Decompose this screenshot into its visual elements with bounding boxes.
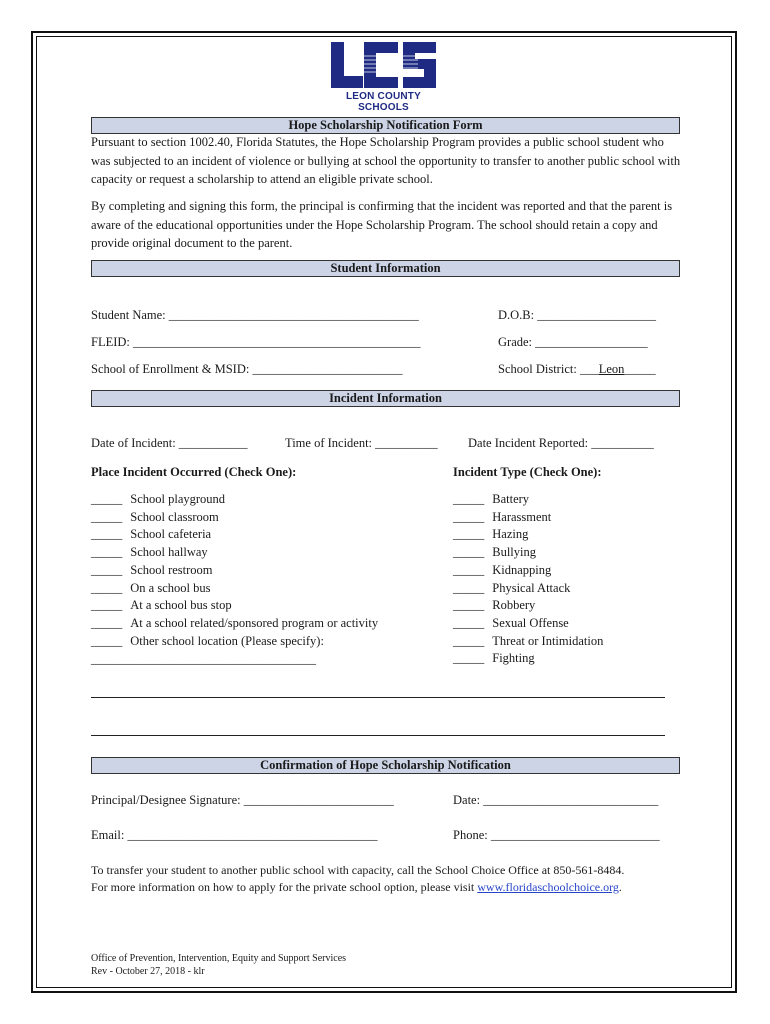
incident-type-option-checkbox-blank[interactable]: _____ [453,580,485,595]
place-option-label: School cafeteria [130,527,212,542]
private-school-notice-end: . [618,880,622,894]
school-district-tail: _____ [624,362,656,376]
place-option-checkbox-blank[interactable]: _____ [91,492,123,506]
incident-type-option-item[interactable] [453,527,528,542]
private-school-notice [91,880,622,895]
incident-type-option-label: Hazing [492,527,529,542]
place-option-item[interactable] [91,581,210,596]
place-option-checkbox-blank[interactable]: _____ [91,615,123,630]
place-option-label: Other school location (Please specify): [130,633,324,648]
incident-type-option-label: Bullying [492,545,537,560]
notes-line-2[interactable] [91,735,665,736]
notes-line-1[interactable] [91,697,665,698]
place-option-label: On a school bus [130,580,211,595]
incident-type-option-checkbox-blank[interactable]: _____ [453,562,485,577]
incident-type-option-item[interactable] [453,634,603,649]
time-of-incident-field[interactable]: Time of Incident: __________ [285,436,438,450]
place-option-label: School playground [130,492,226,506]
phone-field[interactable]: Phone: ___________________________ [453,828,660,842]
incident-type-option-label: Harassment [492,509,552,524]
grade-field[interactable]: Grade: __________________ [498,335,648,349]
place-option-item[interactable] [91,563,213,578]
incident-type-option-label: Battery [492,492,530,506]
school-district-field[interactable] [498,362,656,377]
place-option-label: School restroom [130,562,213,577]
form-title: Hope Scholarship Notification Form [91,117,680,134]
incident-type-option-item[interactable] [453,598,535,613]
incident-type-option-label: Threat or Intimidation [492,633,604,648]
incident-type-option-item[interactable] [453,563,551,578]
place-option-item[interactable] [91,510,219,525]
florida-school-choice-link[interactable]: www.floridaschoolchoice.org [477,880,619,894]
incident-type-option-checkbox-blank[interactable]: _____ [453,633,485,648]
incident-type-option-checkbox-blank[interactable]: _____ [453,545,485,560]
principal-signature-field[interactable]: Principal/Designee Signature: ________________________ [91,793,394,807]
email-field[interactable]: Email: ________________________________________ [91,828,378,842]
date-reported-field[interactable]: Date Incident Reported: __________ [468,436,654,450]
incident-type-option-checkbox-blank[interactable]: _____ [453,615,485,630]
incident-type-option-checkbox-blank[interactable]: _____ [453,651,485,666]
private-school-notice-text: For more information on how to apply for the private school option, please visit [91,880,478,894]
svg-text:LCS: LCS [382,52,384,53]
place-option-label: At a school related/sponsored program or activity [130,615,379,630]
student-name-field[interactable]: Student Name: ________________________________________ [91,308,419,322]
incident-type-option-label: Physical Attack [492,580,571,595]
incident-type-option-item[interactable] [453,510,551,525]
place-option-item[interactable] [91,616,378,631]
incident-type-option-label: Fighting [492,651,535,666]
incident-type-option-item[interactable] [453,616,569,631]
place-option-item[interactable] [91,634,324,649]
fleid-field[interactable]: FLEID: ______________________________________________ [91,335,421,349]
place-option-checkbox-blank[interactable]: _____ [91,598,123,613]
dob-field[interactable]: D.O.B: ___________________ [498,308,656,322]
place-option-label: School classroom [130,509,219,524]
incident-type-option-item[interactable] [453,545,536,560]
other-location-specify-line[interactable]: ____________________________________ [91,652,316,666]
incident-type-option-checkbox-blank[interactable]: _____ [453,527,485,542]
place-heading: Place Incident Occurred (Check One): [91,465,297,479]
school-district-label: School District: ___ [498,362,599,376]
place-option-checkbox-blank[interactable]: _____ [91,509,123,524]
place-option-checkbox-blank[interactable]: _____ [91,633,123,648]
place-option-item[interactable] [91,545,208,560]
incident-type-option-item[interactable] [453,492,529,507]
incident-type-heading: Incident Type (Check One): [453,465,602,479]
place-option-item[interactable] [91,598,232,613]
place-option-checkbox-blank[interactable]: _____ [91,545,123,560]
transfer-notice: To transfer your student to another public school with capacity, call the School Choice Office at 850-561-8484. [91,863,625,877]
place-option-item[interactable] [91,527,211,542]
student-information-header: Student Information [91,260,680,277]
place-option-checkbox-blank[interactable]: _____ [91,527,123,542]
incident-information-header: Incident Information [91,390,680,407]
school-district-value: Leon [598,362,625,376]
incident-type-option-label: Sexual Offense [492,615,569,630]
incident-type-option-label: Robbery [492,598,536,613]
place-option-item[interactable] [91,492,225,507]
confirmation-date-field[interactable]: Date: ____________________________ [453,793,659,807]
incident-type-option-item[interactable] [453,581,570,596]
incident-type-option-checkbox-blank[interactable]: _____ [453,509,485,524]
intro-paragraph-2: By completing and signing this form, the principal is confirming that the incident was reported and that the parent is aware of the educational opportunities under the Hope Scholarship Program. The school should retain a copy and provide original document to the parent. [91,199,673,250]
school-enrollment-field[interactable]: School of Enrollment & MSID: ________________________ [91,362,403,376]
place-option-checkbox-blank[interactable]: _____ [91,562,123,577]
date-of-incident-field[interactable]: Date of Incident: ___________ [91,436,248,450]
place-option-label: School hallway [130,545,208,560]
confirmation-header: Confirmation of Hope Scholarship Notification [91,757,680,774]
place-option-label: At a school bus stop [130,598,232,613]
footer-revision: Rev - October 27, 2018 - klr [91,966,205,977]
place-option-checkbox-blank[interactable]: _____ [91,580,123,595]
incident-type-option-item[interactable] [453,651,535,666]
incident-type-option-label: Kidnapping [492,562,552,577]
footer-office: Office of Prevention, Intervention, Equity and Support Services [91,953,347,964]
logo-caption: LEON COUNTY SCHOOLS [346,91,421,113]
intro-paragraph-1: Pursuant to section 1002.40, Florida Statutes, the Hope Scholarship Program provides a public school student who was subjected to an incident of violence or bullying at school the opportunity to transfer to another public school with capacity or request a scholarship to attend an eligible private school. [91,135,681,186]
incident-type-option-checkbox-blank[interactable]: _____ [453,492,485,506]
incident-type-option-checkbox-blank[interactable]: _____ [453,598,485,613]
